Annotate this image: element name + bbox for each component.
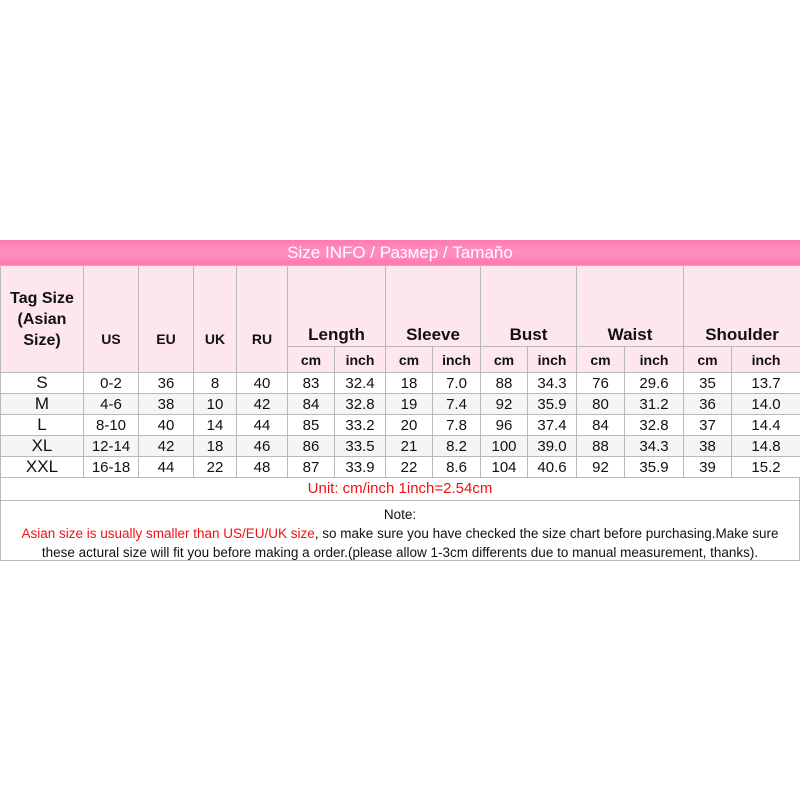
shoulder-inch-cell: 13.7 [732,373,800,394]
bust-inch-cell: 35.9 [528,394,577,415]
ru-size-cell: 40 [237,373,288,394]
cm-header: cm [684,347,732,373]
eu-size-cell: 42 [139,436,194,457]
note-warning: Asian size is usually smaller than US/EU/UK size [21,526,315,541]
us-header: US [84,266,139,373]
inch-header: inch [732,347,800,373]
uk-size-cell: 18 [194,436,237,457]
sleeve-inch-cell: 8.2 [433,436,481,457]
sleeve-inch-cell: 7.8 [433,415,481,436]
eu-size-cell: 40 [139,415,194,436]
length-cm-cell: 83 [288,373,335,394]
bust-inch-cell: 39.0 [528,436,577,457]
note-text-1: , so make sure you have checked the size chart before purchasing.Make sure [314,526,779,541]
length-inch-cell: 33.9 [335,457,386,478]
length-cm-cell: 85 [288,415,335,436]
shoulder-header: Shoulder [684,266,800,347]
ru-header: RU [237,266,288,373]
waist-cm-cell: 80 [577,394,625,415]
tag-header-line: (Asian [17,310,67,328]
length-cm-cell: 84 [288,394,335,415]
waist-cm-cell: 92 [577,457,625,478]
sleeve-inch-cell: 8.6 [433,457,481,478]
bust-cm-cell: 104 [481,457,528,478]
shoulder-cm-cell: 39 [684,457,732,478]
us-size-cell: 0-2 [84,373,139,394]
waist-inch-cell: 29.6 [625,373,684,394]
waist-cm-cell: 84 [577,415,625,436]
tag-size-cell: L [1,415,84,436]
inch-header: inch [528,347,577,373]
sleeve-cm-cell: 22 [386,457,433,478]
length-inch-cell: 32.8 [335,394,386,415]
size-info-banner: Size INFO / Размер / Tamaño [0,240,800,265]
tag-header-line: Tag Size [10,289,74,307]
shoulder-inch-cell: 14.0 [732,394,800,415]
eu-size-cell: 36 [139,373,194,394]
uk-header: UK [194,266,237,373]
unit-conversion: Unit: cm/inch 1inch=2.54cm [0,478,800,501]
tag-size-cell: XXL [1,457,84,478]
ru-size-cell: 48 [237,457,288,478]
size-row [1,415,800,436]
inch-header: inch [625,347,684,373]
size-row [1,457,800,478]
note-title: Note: [383,507,417,522]
size-table [0,265,800,478]
size-row [1,373,800,394]
bust-cm-cell: 92 [481,394,528,415]
size-chart [0,240,800,561]
length-inch-cell: 33.5 [335,436,386,457]
cm-header: cm [288,347,335,373]
shoulder-inch-cell: 14.8 [732,436,800,457]
inch-header: inch [433,347,481,373]
tag-size-cell: S [1,373,84,394]
waist-cm-cell: 88 [577,436,625,457]
bust-header: Bust [481,266,577,347]
tag-size-cell: XL [1,436,84,457]
shoulder-inch-cell: 14.4 [732,415,800,436]
length-cm-cell: 86 [288,436,335,457]
cm-header: cm [577,347,625,373]
us-size-cell: 12-14 [84,436,139,457]
note-line-1 [3,524,797,543]
bust-cm-cell: 100 [481,436,528,457]
eu-size-cell: 38 [139,394,194,415]
sleeve-cm-cell: 18 [386,373,433,394]
shoulder-cm-cell: 36 [684,394,732,415]
sleeve-inch-cell: 7.0 [433,373,481,394]
cm-header: cm [386,347,433,373]
ru-size-cell: 44 [237,415,288,436]
sleeve-inch-cell: 7.4 [433,394,481,415]
header-row [1,266,800,347]
bust-inch-cell: 37.4 [528,415,577,436]
size-row [1,394,800,415]
waist-inch-cell: 34.3 [625,436,684,457]
eu-header: EU [139,266,194,373]
uk-size-cell: 14 [194,415,237,436]
bust-cm-cell: 96 [481,415,528,436]
waist-inch-cell: 35.9 [625,457,684,478]
length-inch-cell: 33.2 [335,415,386,436]
cm-header: cm [481,347,528,373]
waist-inch-cell: 32.8 [625,415,684,436]
sleeve-cm-cell: 19 [386,394,433,415]
tag-header-line: Size) [23,331,61,349]
eu-size-cell: 44 [139,457,194,478]
sleeve-cm-cell: 20 [386,415,433,436]
length-header: Length [288,266,386,347]
shoulder-cm-cell: 37 [684,415,732,436]
inch-header: inch [335,347,386,373]
sleeve-cm-cell: 21 [386,436,433,457]
uk-size-cell: 22 [194,457,237,478]
waist-inch-cell: 31.2 [625,394,684,415]
us-size-cell: 8-10 [84,415,139,436]
us-size-cell: 16-18 [84,457,139,478]
sleeve-header: Sleeve [386,266,481,347]
bust-inch-cell: 40.6 [528,457,577,478]
us-size-cell: 4-6 [84,394,139,415]
ru-size-cell: 46 [237,436,288,457]
bust-cm-cell: 88 [481,373,528,394]
shoulder-cm-cell: 38 [684,436,732,457]
shoulder-inch-cell: 15.2 [732,457,800,478]
ru-size-cell: 42 [237,394,288,415]
note-line-2: these actural size will fit you before making a order.(please allow 1-3cm differents due to manual measurement, thanks). [41,545,759,560]
note-box [0,501,800,561]
tag-size-cell: M [1,394,84,415]
size-row [1,436,800,457]
length-cm-cell: 87 [288,457,335,478]
bust-inch-cell: 34.3 [528,373,577,394]
waist-cm-cell: 76 [577,373,625,394]
shoulder-cm-cell: 35 [684,373,732,394]
uk-size-cell: 10 [194,394,237,415]
tag-size-header [1,266,84,373]
waist-header: Waist [577,266,684,347]
length-inch-cell: 32.4 [335,373,386,394]
uk-size-cell: 8 [194,373,237,394]
